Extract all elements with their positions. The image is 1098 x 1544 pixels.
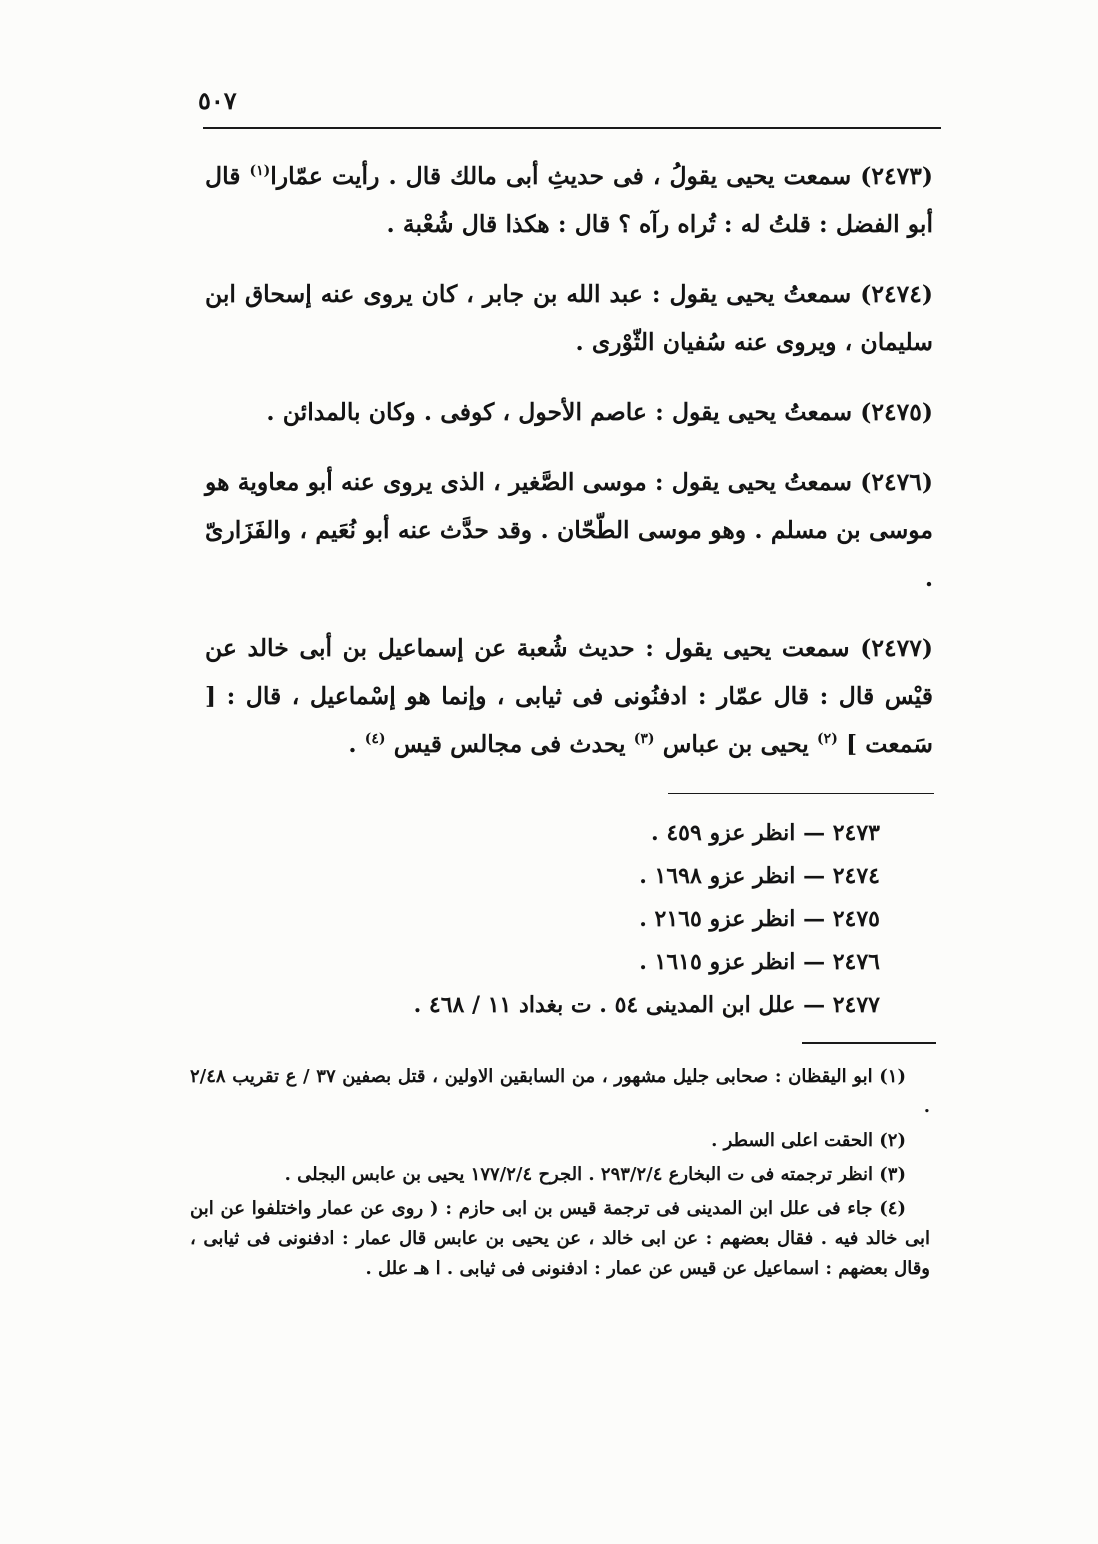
header-rule: [203, 127, 941, 129]
entry-2473: [205, 152, 933, 248]
footnote-1: (١) ابو اليقظان : صحابى جليل مشهور ، من السابقين الاولين ، قتل بصفين ٣٧ / ع تقريب ٢/٤٨ .: [190, 1066, 930, 1117]
entry-text-continued: قال أبو الفضل : قلتُ له : تُراه رآه ؟ قال : هكذا قال شُعْبة .: [205, 162, 933, 238]
reference-line: ٢٤٧٦ — انظر عزو ١٦١٥ .: [639, 949, 880, 975]
reference-line: ٢٤٧٣ — انظر عزو ٤٥٩ .: [651, 820, 880, 846]
entry-2475: [205, 388, 933, 436]
footnote-mark: (١): [249, 163, 271, 180]
entry-text: سمعت يحيى يقولُ ، فى حديثِ أبى مالك قال . رأيت عمّارا: [270, 162, 852, 190]
entry-number: (٢٤٧٣): [860, 162, 934, 190]
footnote-3: (٣) انظر ترجمته فى ت البخارع ٢٩٣/٢/٤ . الجرح ١٧٧/٢/٤ يحيى بن عابس البجلى .: [284, 1164, 906, 1185]
entry-number: (٢٤٧٦): [860, 468, 933, 496]
footnotes-separator: [802, 1042, 936, 1044]
footnotes: [190, 1062, 930, 1288]
reference-line: ٢٤٧٤ — انظر عزو ١٦٩٨ .: [639, 863, 880, 889]
footnote-2: (٢) الحقت اعلى السطر .: [711, 1130, 906, 1151]
entry-2474: [205, 270, 933, 366]
entry-2477: [205, 624, 933, 768]
entry-number: (٢٤٧٧): [860, 634, 933, 662]
footnote-mark: (٢): [817, 731, 838, 748]
reference-line: ٢٤٧٧ — علل ابن المدينى ٥٤ . ت بغداد ١١ / ٤٦٨ .: [413, 992, 880, 1018]
entry-number: (٢٤٧٤): [860, 280, 933, 308]
entry-number: (٢٤٧٥): [860, 398, 933, 426]
entry-text: سمعتُ يحيى يقول : موسى الصَّغير ، الذى يروى عنه أبو معاوية هو موسى بن مسلم . وهو موسى الطّحّان . وقد حدَّث عنه أبو نُعَيم ، والفَزَارىّ .: [205, 468, 933, 592]
entry-text-part: .: [348, 730, 357, 758]
entry-text: سمعتُ يحيى يقول : عبد الله بن جابر ، كان يروى عنه إسحاق ابن سليمان ، ويروى عنه سُفيان الثّوْرى .: [205, 280, 933, 356]
main-text: [205, 152, 933, 790]
footnote-mark: (٤): [364, 731, 386, 748]
entry-2476: [205, 458, 933, 602]
entry-text: سمعتُ يحيى يقول : عاصم الأحول ، كوفى . وكان بالمدائن .: [266, 398, 853, 426]
footnote-mark: (٣): [633, 731, 655, 748]
entry-text-part: يحدث فى مجالس قيس: [393, 730, 626, 758]
references-separator: [668, 793, 934, 794]
entry-text-part: يحيى بن عباس: [662, 730, 809, 758]
footnote-4: (٤) جاء فى علل ابن المدينى فى ترجمة قيس بن ابى حازم : ( روى عن عمار واختلفوا عن ابن ابى خالد فيه . فقال بعضهم : عن ابى خالد ، عن يحيى بن عابس قال عمار : ادفنونى فى ثيابى ، وقال بعضهم : اسماعيل عن قيس عن عمار : ادفنونى فى ثيابى . ا هـ علل .: [190, 1198, 930, 1279]
reference-line: ٢٤٧٥ — انظر عزو ٢١٦٥ .: [639, 906, 880, 932]
entry-text: سمعت يحيى يقول : حديث شُعبة عن إسماعيل بن أبى خالد عن قيْس قال : قال عمّار : ادفنُونى فى ثيابى ، وإنما هو إسْماعيل ، قال : [ سَمعت ]: [205, 634, 933, 758]
page-number: ٥٠٧: [198, 86, 237, 115]
references-list: [380, 812, 880, 1027]
